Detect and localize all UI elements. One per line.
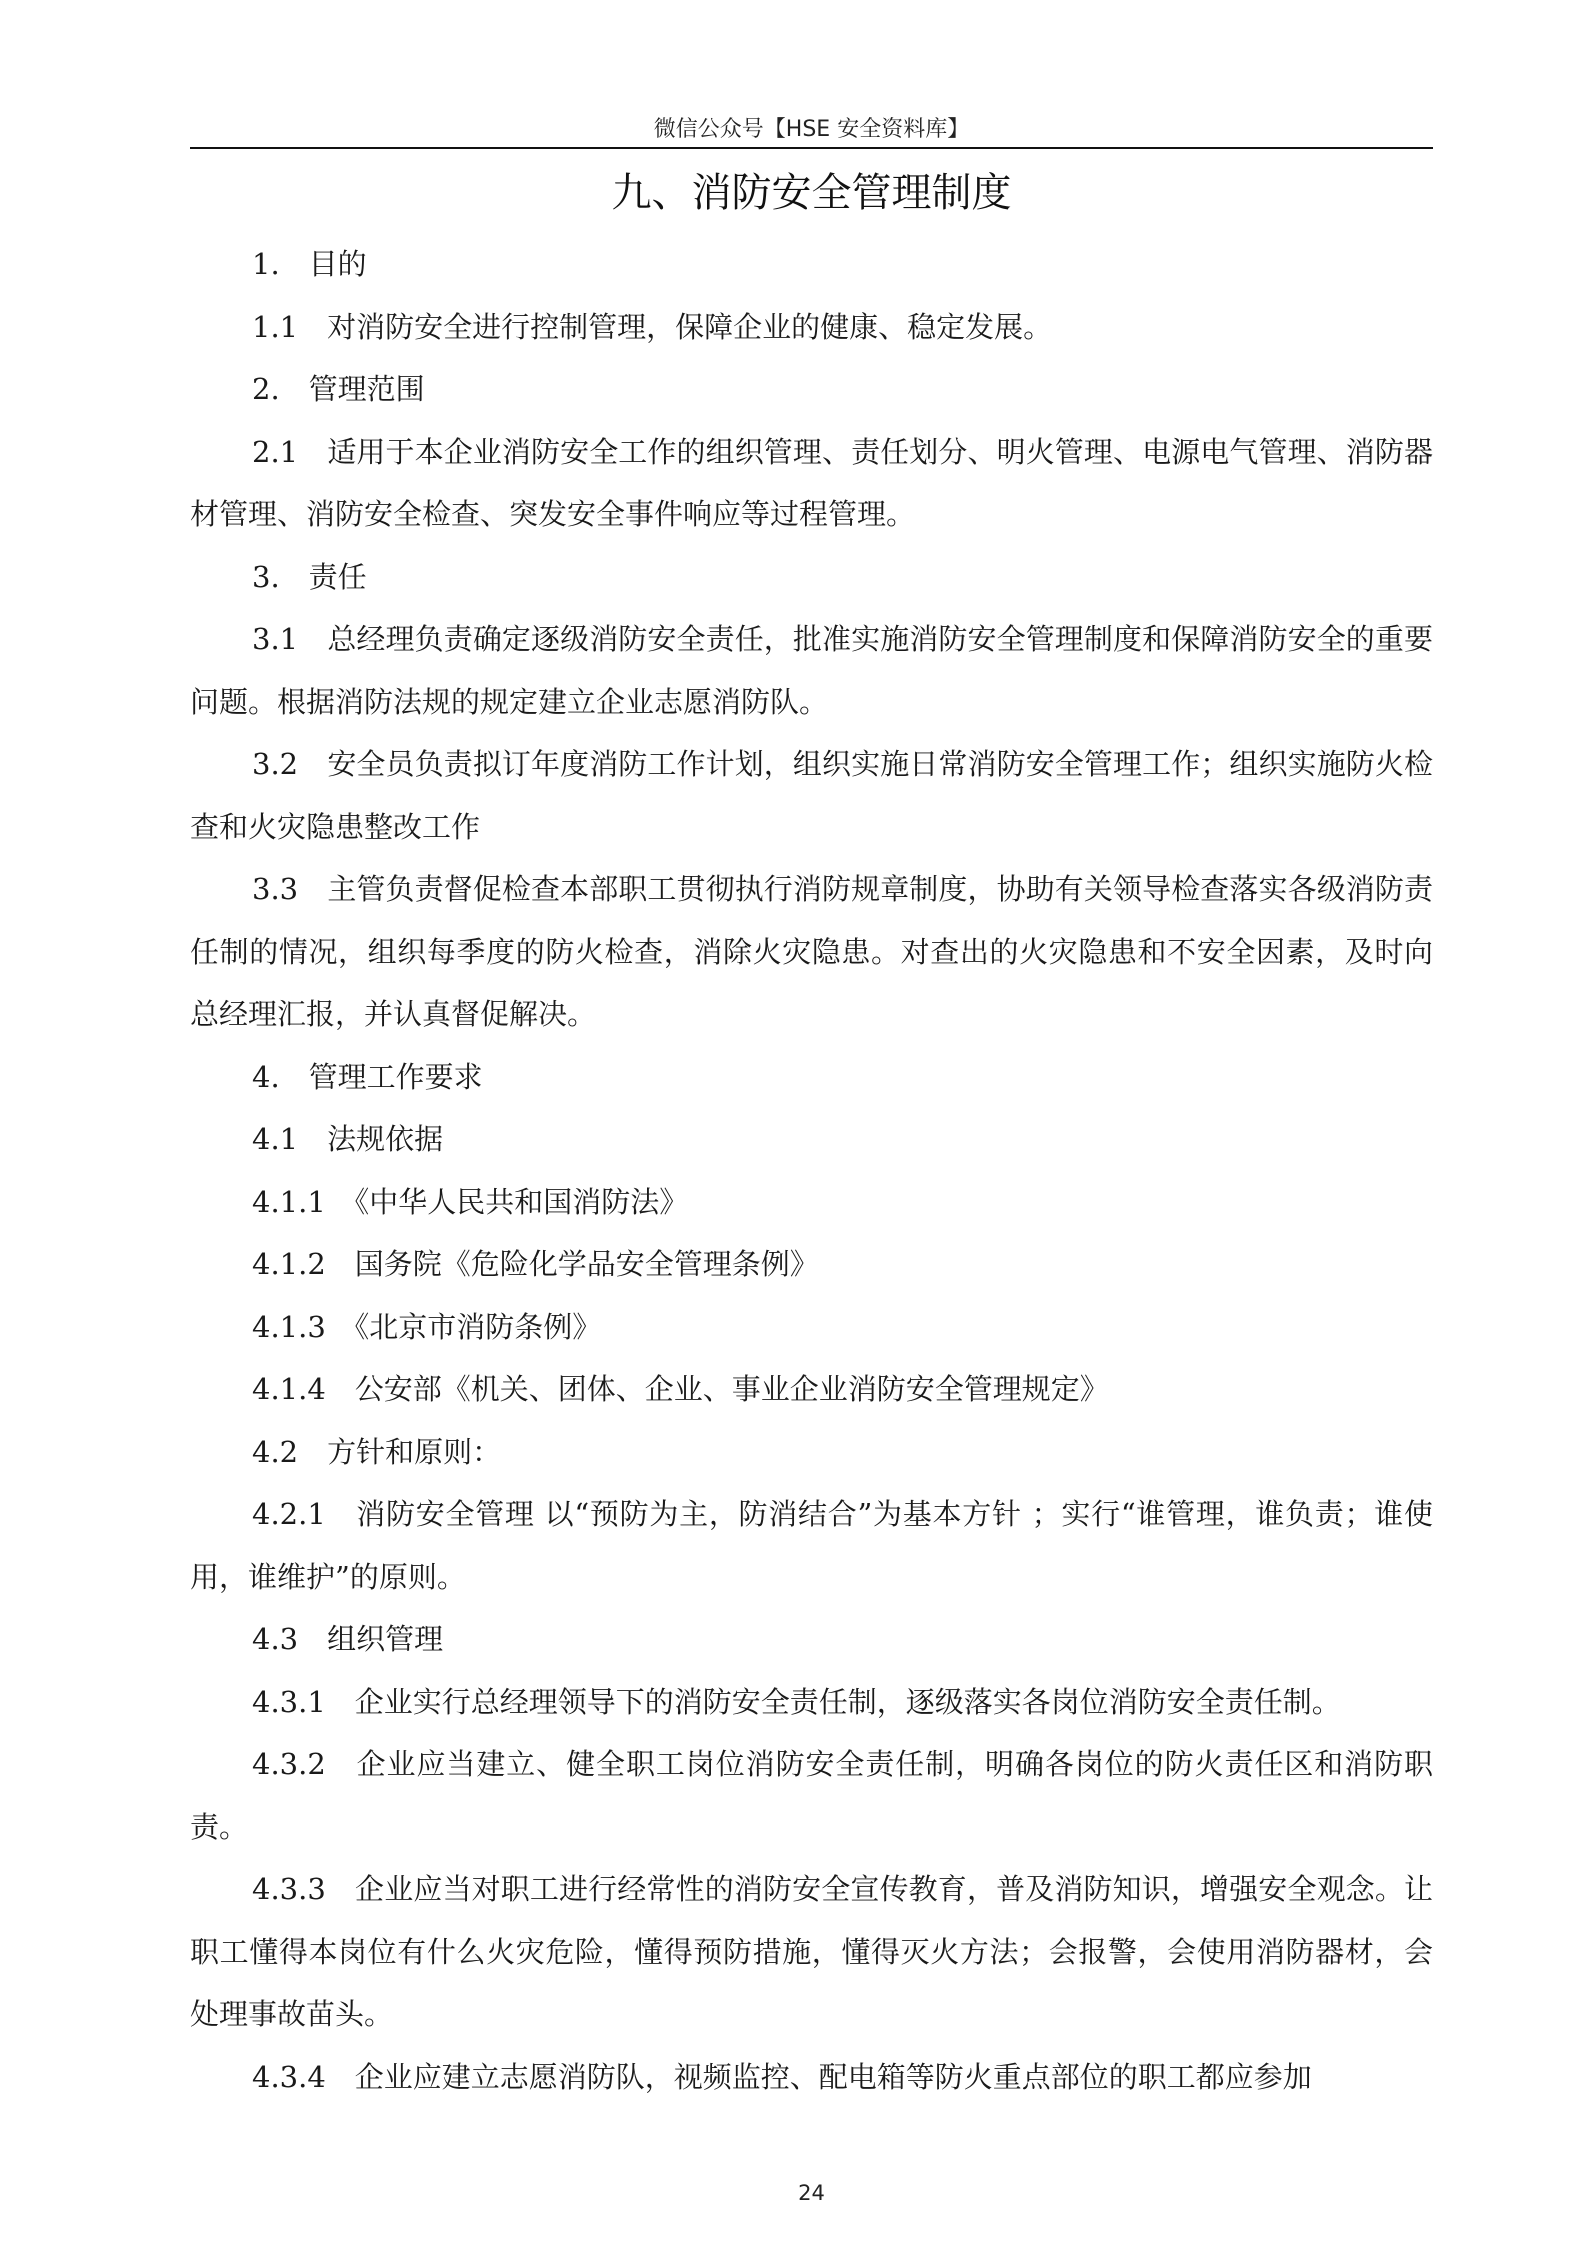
section-1-heading: 1. 目的 — [252, 247, 367, 281]
header-rule — [190, 147, 1433, 149]
clause-2-1: 2.1 适用于本企业消防安全工作的组织管理、责任划分、明火管理、电源电气管理、消防器材管理、消防安全检查、突发安全事件响应等过程管理。 — [190, 434, 1433, 531]
clause-3-3: 3.3 主管负责督促检查本部职工贯彻执行消防规章制度，协助有关领导检查落实各级消防责任制的情况，组织每季度的防火检查，消除火灾隐患。对查出的火灾隐患和不安全因素，及时向总经理汇报，并认真督促解决。 — [190, 872, 1433, 1031]
clause-4-3-4: 4.3.4 企业应建立志愿消防队，视频监控、配电箱等防火重点部位的职工都应参加 — [252, 2059, 1312, 2094]
document-title: 九、消防安全管理制度 — [611, 170, 1012, 216]
page-header-source: 微信公众号【HSE 安全资料库】 — [653, 117, 970, 142]
clause-3-1: 3.1 总经理负责确定逐级消防安全责任，批准实施消防安全管理制度和保障消防安全的重要问题。根据消防法规的规定建立企业志愿消防队。 — [190, 622, 1433, 719]
clause-4-3: 4.3 组织管理 — [252, 1622, 444, 1656]
clause-4-3-3: 4.3.3 企业应当对职工进行经常性的消防安全宣传教育，普及消防知识，增强安全观念。让职工懂得本岗位有什么火灾危险，懂得预防措施，懂得灭火方法；会报警，会使用消防器材，会处理事故苗头。 — [190, 1872, 1433, 2031]
clause-4-1-3: 4.1.3 《北京市消防条例》 — [252, 1309, 602, 1344]
document-body — [190, 233, 1433, 2108]
section-2-heading: 2. 管理范围 — [252, 372, 425, 406]
clause-4-3-2: 4.3.2 企业应当建立、健全职工岗位消防安全责任制，明确各岗位的防火责任区和消防职责。 — [190, 1747, 1433, 1844]
section-4-heading: 4. 管理工作要求 — [252, 1059, 483, 1094]
clause-3-2: 3.2 安全员负责拟订年度消防工作计划，组织实施日常消防安全管理工作；组织实施防火检查和火灾隐患整改工作 — [190, 747, 1433, 844]
clause-4-2-1: 4.2.1 消防安全管理 以“预防为主，防消结合”为基本方针 ；实行“谁管理，谁负责；谁使用，谁维护”的原则。 — [190, 1497, 1433, 1594]
section-3-heading: 3. 责任 — [252, 559, 367, 594]
page-number: 24 — [798, 2181, 825, 2205]
clause-4-2: 4.2 方针和原则： — [252, 1434, 502, 1469]
clause-4-3-1: 4.3.1 企业实行总经理领导下的消防安全责任制，逐级落实各岗位消防安全责任制。 — [252, 1684, 1341, 1719]
clause-1-1: 1.1 对消防安全进行控制管理，保障企业的健康、稳定发展。 — [252, 309, 1053, 344]
clause-4-1-4: 4.1.4 公安部《机关、团体、企业、事业企业消防安全管理规定》 — [252, 1372, 1109, 1406]
clause-4-1-2: 4.1.2 国务院《危险化学品安全管理条例》 — [252, 1247, 819, 1281]
clause-4-1-1: 4.1.1 《中华人民共和国消防法》 — [252, 1184, 689, 1219]
clause-4-1: 4.1 法规依据 — [252, 1122, 444, 1156]
